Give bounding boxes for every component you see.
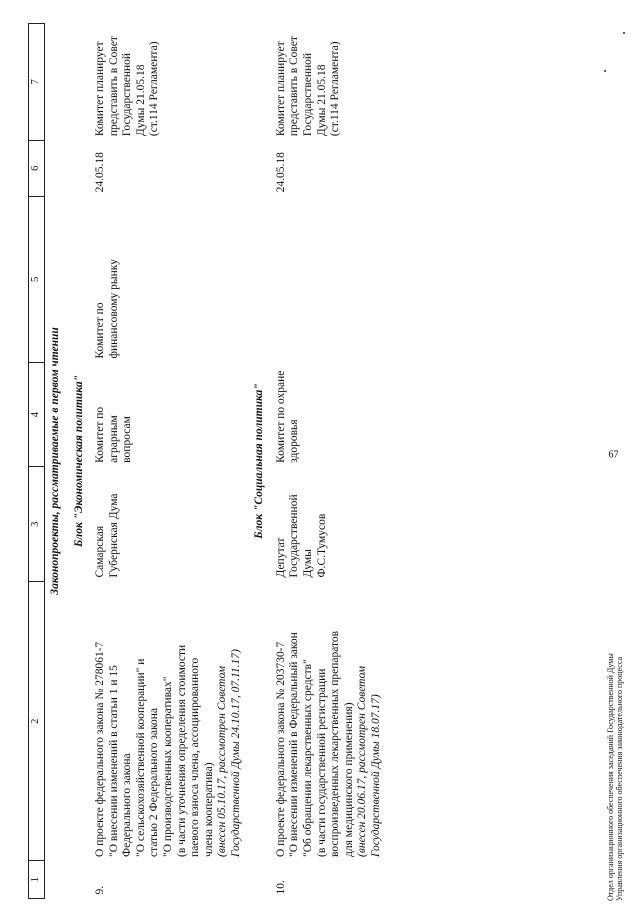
status-line: представить в Совет (107, 36, 120, 137)
status-line: Государственной (121, 52, 134, 137)
section-title: Законопроекты, рассматриваемые в первом чтении (49, 327, 61, 595)
bill-note-line: (внесен 20.06.17, рассмотрен Советом (356, 665, 369, 857)
description-line: паевого взноса члена, ассоциированного (189, 657, 202, 857)
footer-line: Управления организационного обеспечения законодательного процесса (615, 656, 625, 901)
description-line: О проекте федерального закона № 203730-7 (274, 641, 287, 857)
committee-line: Комитет по охране (274, 370, 287, 463)
co-committee (92, 196, 245, 362)
committee-line: Комитет по аграрным (94, 406, 120, 463)
bill-note-line: (внесен 05.10.17, рассмотрен Советом (216, 665, 229, 857)
initiator-line: Ф.С.Тумусов (315, 513, 328, 578)
status-line: Государственной (302, 52, 314, 137)
footer-line: Отдел организационного обеспечения заседаний Государственной Думы (606, 653, 615, 901)
initiator (92, 467, 245, 582)
initiator-line: Государственной (288, 494, 301, 578)
initiator-line: Губернская Дума (107, 493, 120, 578)
status (92, 24, 245, 141)
description-line: статью 2 Федерального закона (148, 707, 161, 857)
bill-description (273, 582, 386, 861)
col-2-header: 2 (29, 582, 45, 861)
initiator-line: Депутат (274, 537, 287, 578)
description-line: воспроизведенных лекарственных препаратов (329, 630, 342, 857)
status-line: представить в Совет (288, 36, 301, 137)
description-line: для медицинского применения) (342, 702, 355, 857)
row-number: 10. (274, 880, 287, 895)
committee-line: здоровья (288, 419, 301, 463)
initiator-line: Самарская (94, 525, 107, 578)
date: 24.05.18 (94, 152, 107, 193)
description-line: "О внесении изменений в Федеральный закон (288, 632, 301, 857)
description-line: "О производственных кооперативах" (161, 676, 174, 857)
column-number-row (29, 24, 45, 899)
scan-speck (623, 32, 625, 34)
description-line: "О внесении изменений в статьи 1 и 15 (107, 665, 120, 857)
committee-line: вопросам (121, 416, 134, 463)
description-line: "О сельскохозяйственной кооперации" и (134, 658, 147, 857)
scan-speck (604, 70, 606, 72)
table-row (92, 24, 245, 899)
table-row (273, 24, 386, 899)
responsible-committee (273, 362, 386, 466)
status-line: Думы 21.05.18 (134, 64, 147, 137)
description-line: (в части государственной регистрации (315, 668, 328, 857)
initiator-line: Думы (302, 549, 314, 578)
col-1-header: 1 (29, 861, 45, 899)
description-line: Федерального закона (121, 753, 134, 857)
status-line: Комитет планирует (94, 41, 107, 137)
col-5-header: 5 (29, 196, 45, 362)
row-number: 9. (94, 885, 107, 895)
page-number: 67 (608, 449, 619, 461)
block-title-economic: Блок "Экономическая политика" (72, 375, 85, 548)
description-line: члена кооператива) (202, 762, 215, 857)
agenda-table (28, 23, 385, 899)
block-title-social: Блок "Социальная политика" (253, 383, 266, 539)
description-line: "Об обращении лекарственных средств" (302, 659, 314, 857)
bill-note-line: Государственной Думы 18.07.17) (369, 694, 382, 857)
col-4-header: 4 (29, 362, 45, 466)
co-committee-line: Комитет по (94, 302, 107, 359)
status-line: Думы 21.05.18 (315, 64, 328, 137)
col-3-header: 3 (29, 467, 45, 582)
status-line: (ст.114 Регламента) (329, 41, 342, 137)
co-committee (273, 196, 386, 362)
initiator (273, 467, 386, 582)
status-line: (ст.114 Регламента) (148, 41, 161, 137)
page-footer (606, 653, 624, 901)
description-line: О проекте федерального закона № 278061-7 (94, 641, 107, 857)
status (273, 24, 386, 141)
date: 24.05.18 (274, 152, 287, 193)
col-6-header: 6 (29, 140, 45, 196)
description-line: (в части уточнения определения стоимости (175, 644, 188, 857)
bill-note-line: Государственной Думы 24.10.17, 07.11.17) (229, 649, 242, 857)
col-7-header: 7 (29, 24, 45, 141)
bill-description (92, 582, 245, 861)
co-committee-line: финансовому рынку (107, 259, 120, 359)
responsible-committee (92, 362, 245, 466)
status-line: Комитет планирует (274, 41, 287, 137)
